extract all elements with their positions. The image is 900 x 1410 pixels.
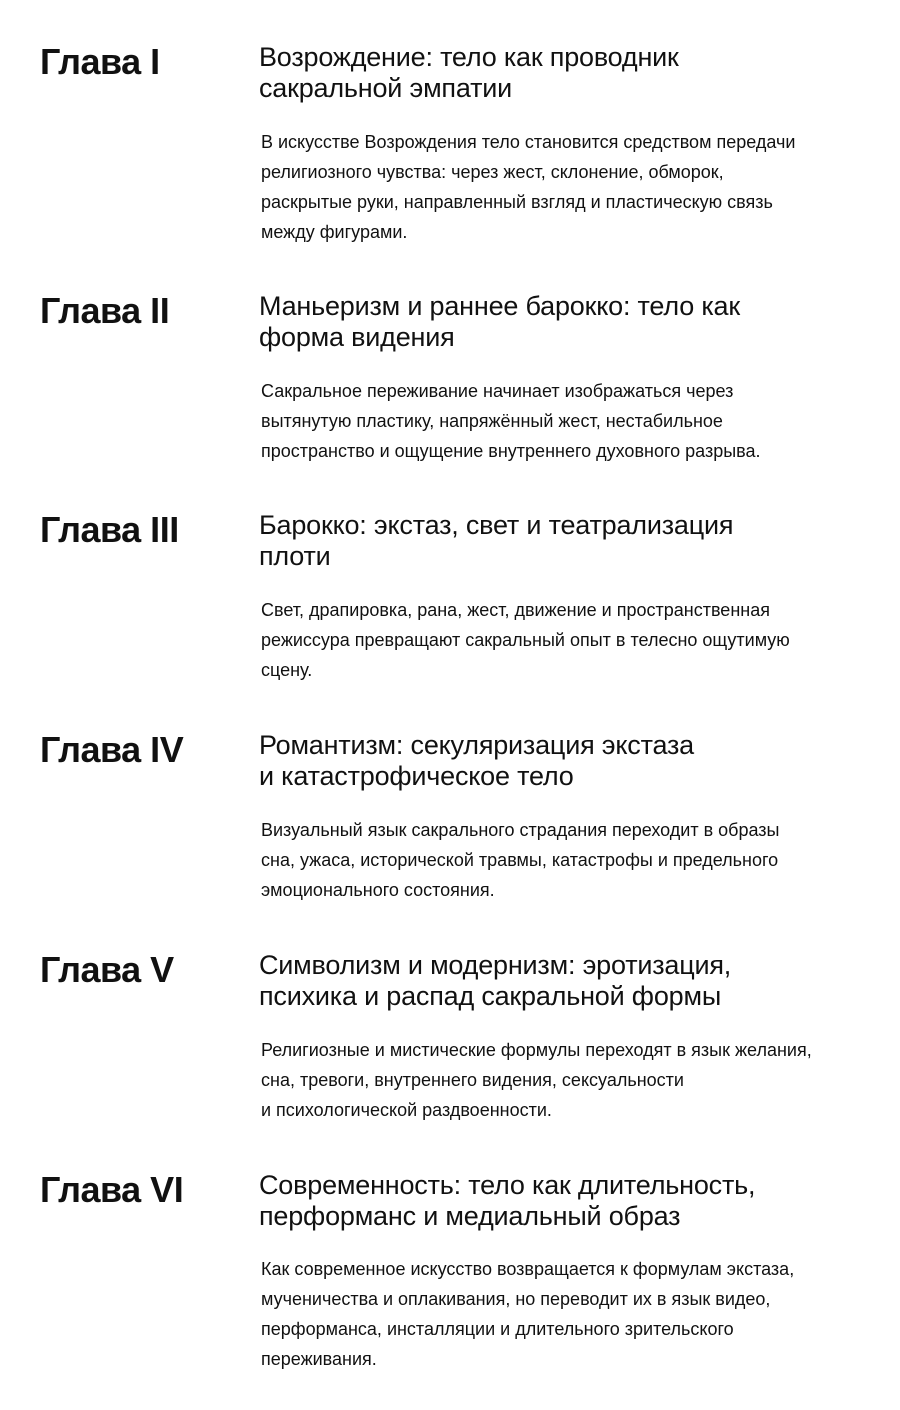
- chapter-description-line: сна, ужаса, исторической травмы, катастрофы и предельного: [261, 850, 779, 870]
- chapter-description-line: между фигурами.: [261, 222, 408, 242]
- chapter-description: [261, 127, 861, 247]
- chapter-title-line: Возрождение: тело как проводник: [259, 42, 679, 72]
- chapter-description-line: режиссура превращают сакральный опыт в телесно ощутимую: [261, 630, 790, 650]
- chapter-description-line: вытянутую пластику, напряжённый жест, нестабильное: [261, 411, 723, 431]
- chapter-title: [259, 1170, 859, 1232]
- chapter-description-line: Как современное искусство возвращается к формулам экстаза,: [261, 1259, 795, 1279]
- chapter-label: Глава III: [40, 509, 179, 550]
- chapter-label: Глава V: [40, 949, 174, 990]
- chapter-description: [261, 595, 861, 685]
- chapter-title-line: Барокко: экстаз, свет и театрализация: [259, 510, 734, 540]
- chapter-label: Глава I: [40, 41, 160, 82]
- chapter-label: Глава II: [40, 290, 170, 331]
- chapter-description: [261, 1254, 861, 1374]
- chapter-title-line: Символизм и модернизм: эротизация,: [259, 950, 732, 980]
- chapter-title-line: Маньеризм и раннее барокко: тело как: [259, 291, 740, 321]
- chapter-title: [259, 42, 859, 104]
- chapter-title-line: сакральной эмпатии: [259, 73, 513, 103]
- chapter-title-line: Современность: тело как длительность,: [259, 1170, 756, 1200]
- chapter-description-line: раскрытые руки, направленный взгляд и пластическую связь: [261, 192, 773, 212]
- chapter-description-line: пространство и ощущение внутреннего духовного разрыва.: [261, 441, 761, 461]
- chapter-title-line: перформанс и медиальный образ: [259, 1201, 681, 1231]
- chapter-description-line: эмоционального состояния.: [261, 880, 495, 900]
- chapter-title: [259, 291, 859, 353]
- chapter-description: [261, 815, 861, 905]
- chapter-title: [259, 950, 859, 1012]
- chapter-description-line: мученичества и оплакивания, но переводит их в язык видео,: [261, 1289, 771, 1309]
- chapter-title: [259, 510, 859, 572]
- chapter-description-line: Сакральное переживание начинает изображаться через: [261, 381, 734, 401]
- chapter-title-line: и катастрофическое тело: [259, 761, 574, 791]
- chapter-description: [261, 1035, 861, 1125]
- chapter-title-line: плоти: [259, 541, 331, 571]
- chapter-title-line: психика и распад сакральной формы: [259, 981, 722, 1011]
- chapter-description-line: Религиозные и мистические формулы переходят в язык желания,: [261, 1040, 812, 1060]
- chapter-description-line: религиозного чувства: через жест, склонение, обморок,: [261, 162, 724, 182]
- chapter-description: [261, 376, 861, 466]
- chapter-description-line: переживания.: [261, 1349, 377, 1369]
- chapter-title-line: Романтизм: секуляризация экстаза: [259, 730, 694, 760]
- chapter-label: Глава IV: [40, 729, 184, 770]
- chapter-description-line: и психологической раздвоенности.: [261, 1100, 552, 1120]
- chapter-description-line: сна, тревоги, внутреннего видения, сексуальности: [261, 1070, 684, 1090]
- chapter-title-line: форма видения: [259, 322, 455, 352]
- chapter-description-line: перформанса, инсталляции и длительного зрительского: [261, 1319, 734, 1339]
- chapter-description-line: Визуальный язык сакрального страдания переходит в образы: [261, 820, 780, 840]
- chapter-description-line: В искусстве Возрождения тело становится средством передачи: [261, 132, 796, 152]
- chapter-description-line: сцену.: [261, 660, 313, 680]
- chapter-description-line: Свет, драпировка, рана, жест, движение и пространственная: [261, 600, 770, 620]
- chapter-title: [259, 730, 859, 792]
- chapter-label: Глава VI: [40, 1169, 184, 1210]
